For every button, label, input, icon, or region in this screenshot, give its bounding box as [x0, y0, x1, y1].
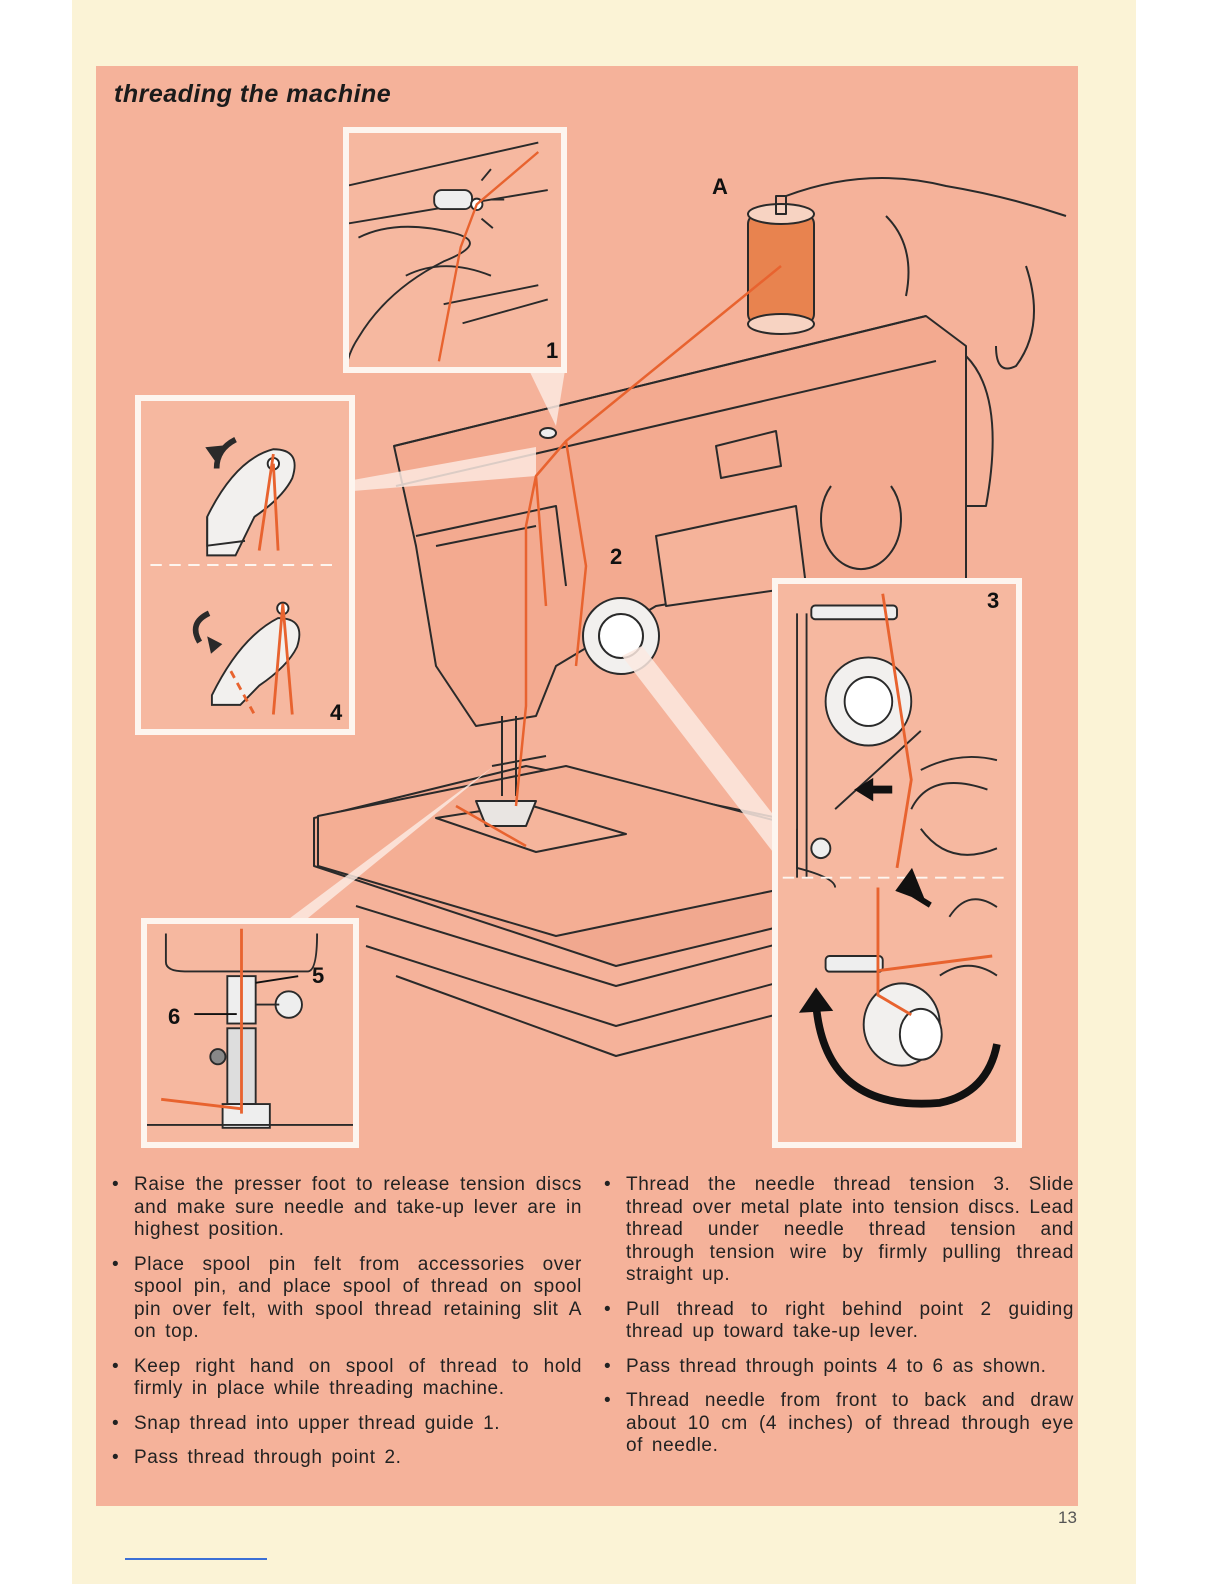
instruction-item: • Snap thread into upper thread guide 1. [112, 1413, 582, 1436]
page-title: threading the machine [114, 80, 392, 108]
label-point-4: 4 [330, 700, 343, 725]
thread-guide-drawing [349, 133, 561, 367]
label-point-5: 5 [312, 963, 325, 988]
label-point-6: 6 [168, 1004, 181, 1029]
instruction-item: • Thread needle from front to back and draw about 10 cm (4 inches) of thread through eye of needle. [604, 1390, 1074, 1458]
inset-tension-3 [772, 578, 1022, 1148]
instruction-item: • Pass thread through point 2. [112, 1447, 582, 1470]
inset-needle-5-6 [141, 918, 359, 1148]
instruction-item: • Pass thread through points 4 to 6 as shown. [604, 1356, 1074, 1379]
inset-thread-guide-1 [343, 127, 567, 373]
needle-drawing [147, 924, 353, 1142]
instruction-item: • Pull thread to right behind point 2 guiding thread up toward take-up lever. [604, 1299, 1074, 1344]
instructions-left [112, 1174, 582, 1482]
label-point-2: 2 [610, 544, 623, 569]
link-underline [125, 1558, 267, 1560]
take-up-lever-drawing [141, 401, 349, 729]
instruction-item: • Raise the presser foot to release tension discs and make sure needle and take-up lever are in highest position. [112, 1174, 582, 1242]
label-slit-a: A [712, 174, 728, 199]
tension-drawing [778, 584, 1016, 1142]
instruction-item: • Place spool pin felt from accessories over spool pin, and place spool of thread on spool pin over felt, with spool thread retaining slit A on top. [112, 1254, 582, 1344]
label-guide-1: 1 [546, 338, 559, 363]
inset-take-up-lever-4 [135, 395, 355, 735]
instructions-right [604, 1174, 1074, 1470]
instruction-item: • Keep right hand on spool of thread to hold firmly in place while threading machine. [112, 1356, 582, 1401]
label-tension-3: 3 [987, 588, 1000, 613]
instruction-item: • Thread the needle thread tension 3. Slide thread over metal plate into tension discs. Lead thread under needle thread tension and through tension wire by firmly pulling thread straight up. [604, 1174, 1074, 1287]
page-number: 13 [1058, 1508, 1077, 1527]
